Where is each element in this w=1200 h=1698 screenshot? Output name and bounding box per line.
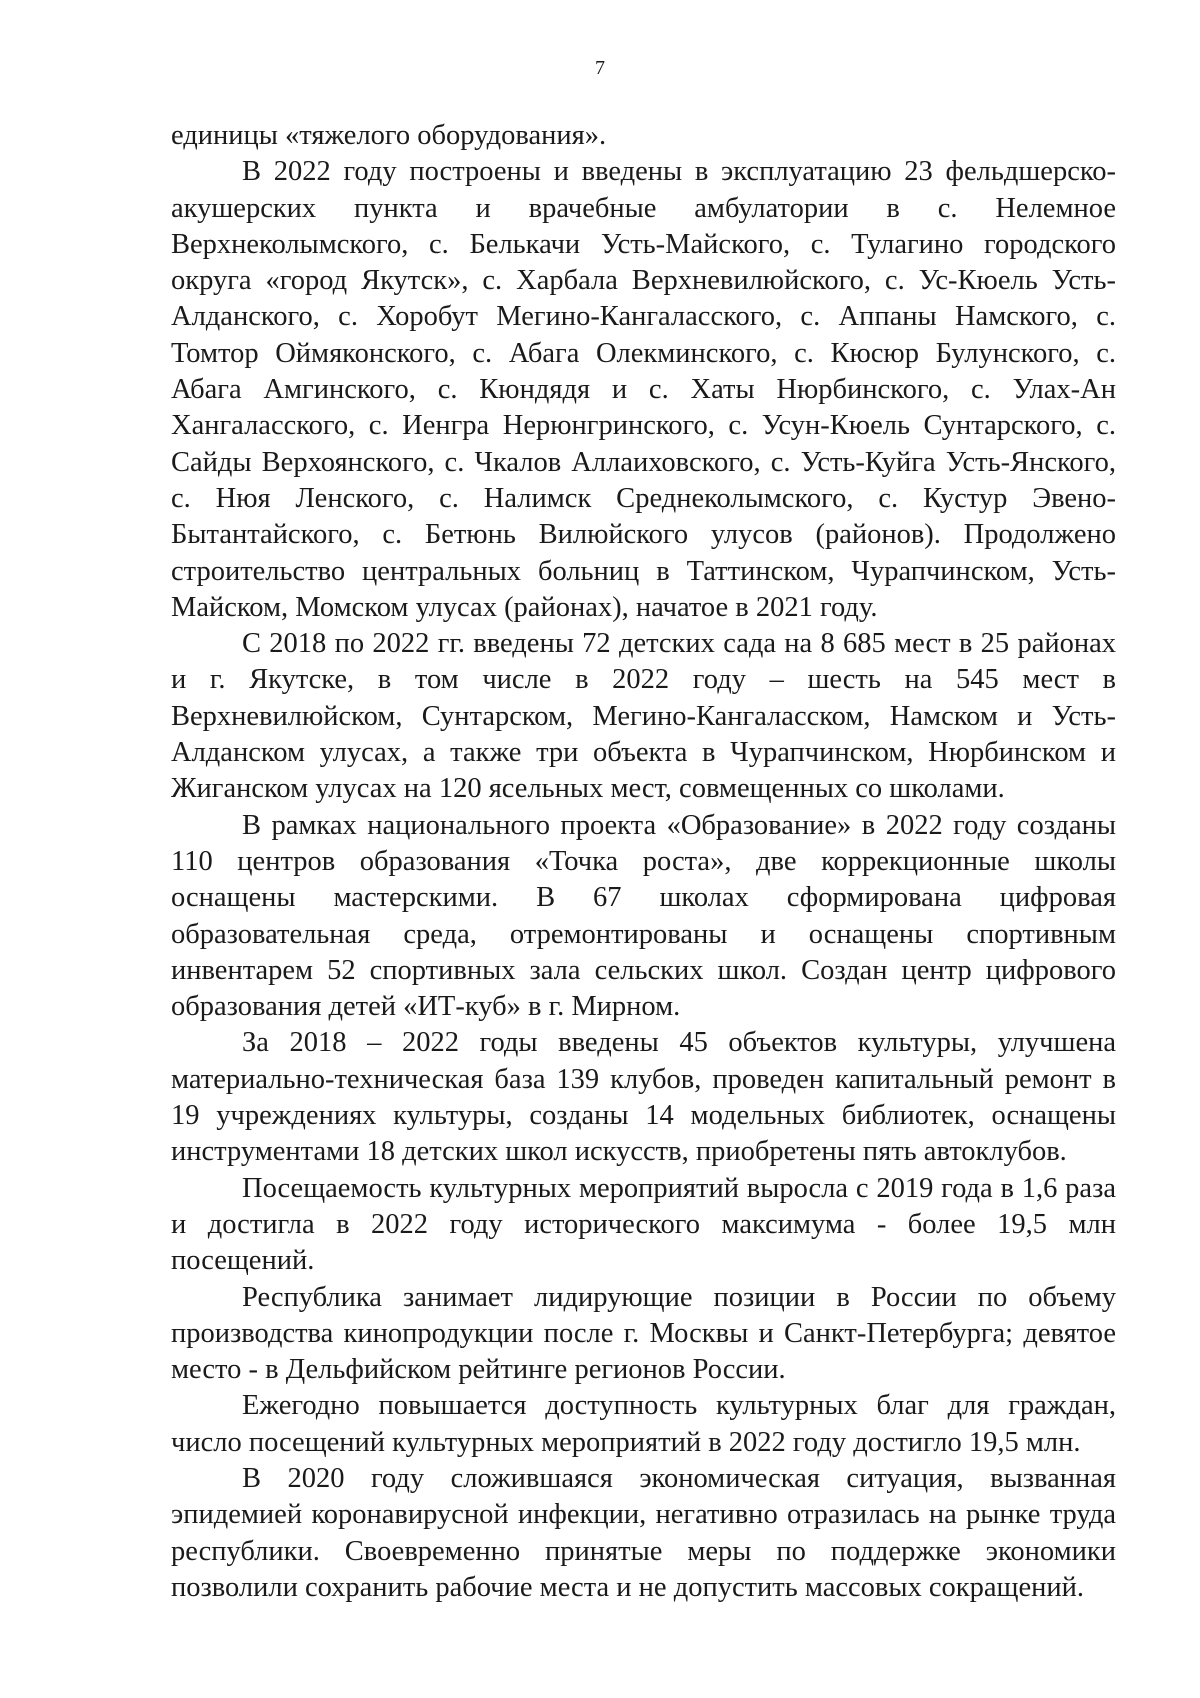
paragraph-labor-market: В 2020 году сложившаяся экономическая ситуация, вызванная эпидемией коронавирусной инфекции, негативно отразилась на рынке труда республики. Своевременно принятые меры по поддержке экономики позволили сохранить рабочие места и не допустить массовых сокращений.	[171, 1462, 1116, 1603]
document-body	[171, 118, 1116, 1606]
paragraph-culture-access: Ежегодно повышается доступность культурных благ для граждан, число посещений культурных мероприятий в 2022 году достигло 19,5 млн.	[171, 1390, 1116, 1458]
paragraph-healthcare-facilities: В 2022 году построены и введены в эксплуатацию 23 фельдшерско-акушерских пункта и врачебные амбулатории в с. Нелемное Верхнеколымского, с. Белькачи Усть-Майского, с. Тулагино городского округа «город Якутск», с. Харбала Верхневилюйского, с. Ус-Кюель Усть-Алданского, с. Хоробут Мегино-Кангаласского, с. Аппаны Намского, с. Томтор Оймяконского, с. Абага Олекминского, с. Кюсюр Булунского, с. Абага Амгинского, с. Кюндядя и с. Хаты Нюрбинского, с. Улах-Ан Хангаласского, с. Иенгра Нерюнгринского, с. Усун-Кюель Сунтарского, с. Сайды Верхоянского, с. Чкалов Аллаиховского, с. Усть-Куйга Усть-Янского, с. Нюя Ленского, с. Налимск Среднеколымского, с. Кустур Эвено-Бытантайского, с. Бетюнь Вилюйского улусов (районов). Продолжено строительство центральных больниц в Таттинском, Чурапчинском, Усть-Майском, Момском улусах (районах), начатое в 2021 году.	[171, 156, 1116, 623]
paragraph-culture-facilities: За 2018 – 2022 годы введены 45 объектов культуры, улучшена материально-техническая база 139 клубов, проведен капитальный ремонт в 19 учреждениях культуры, созданы 14 модельных библиотек, оснащены инструментами 18 детских школ искусств, приобретены пять автоклубов.	[171, 1027, 1116, 1168]
paragraph-education-project: В рамках национального проекта «Образование» в 2022 году созданы 110 центров образования «Точка роста», две коррекционные школы оснащены мастерскими. В 67 школах сформирована цифровая образовательная среда, отремонтированы и оснащены спортивным инвентарем 52 спортивных зала сельских школ. Создан центр цифрового образования детей «ИТ-куб» в г. Мирном.	[171, 809, 1116, 1023]
paragraph-kindergartens: С 2018 по 2022 гг. введены 72 детских сада на 8 685 мест в 25 районах и г. Якутске, в том числе в 2022 году – шесть на 545 мест в Верхневилюйском, Сунтарском, Мегино-Кангаласском, Намском и Усть-Алданском улусах, а также три объекта в Чурапчинском, Нюрбинском и Жиганском улусах на 120 ясельных мест, совмещенных со школами.	[171, 628, 1116, 805]
page-number: 7	[595, 57, 605, 79]
paragraph-continuation: единицы «тяжелого оборудования».	[171, 120, 607, 151]
paragraph-film-production: Республика занимает лидирующие позиции в России по объему производства кинопродукции после г. Москвы и Санкт-Петербурга; девятое место - в Дельфийском рейтинге регионов России.	[171, 1281, 1116, 1386]
paragraph-culture-attendance: Посещаемость культурных мероприятий выросла с 2019 года в 1,6 раза и достигла в 2022 году исторического максимума - более 19,5 млн посещений.	[171, 1172, 1116, 1277]
